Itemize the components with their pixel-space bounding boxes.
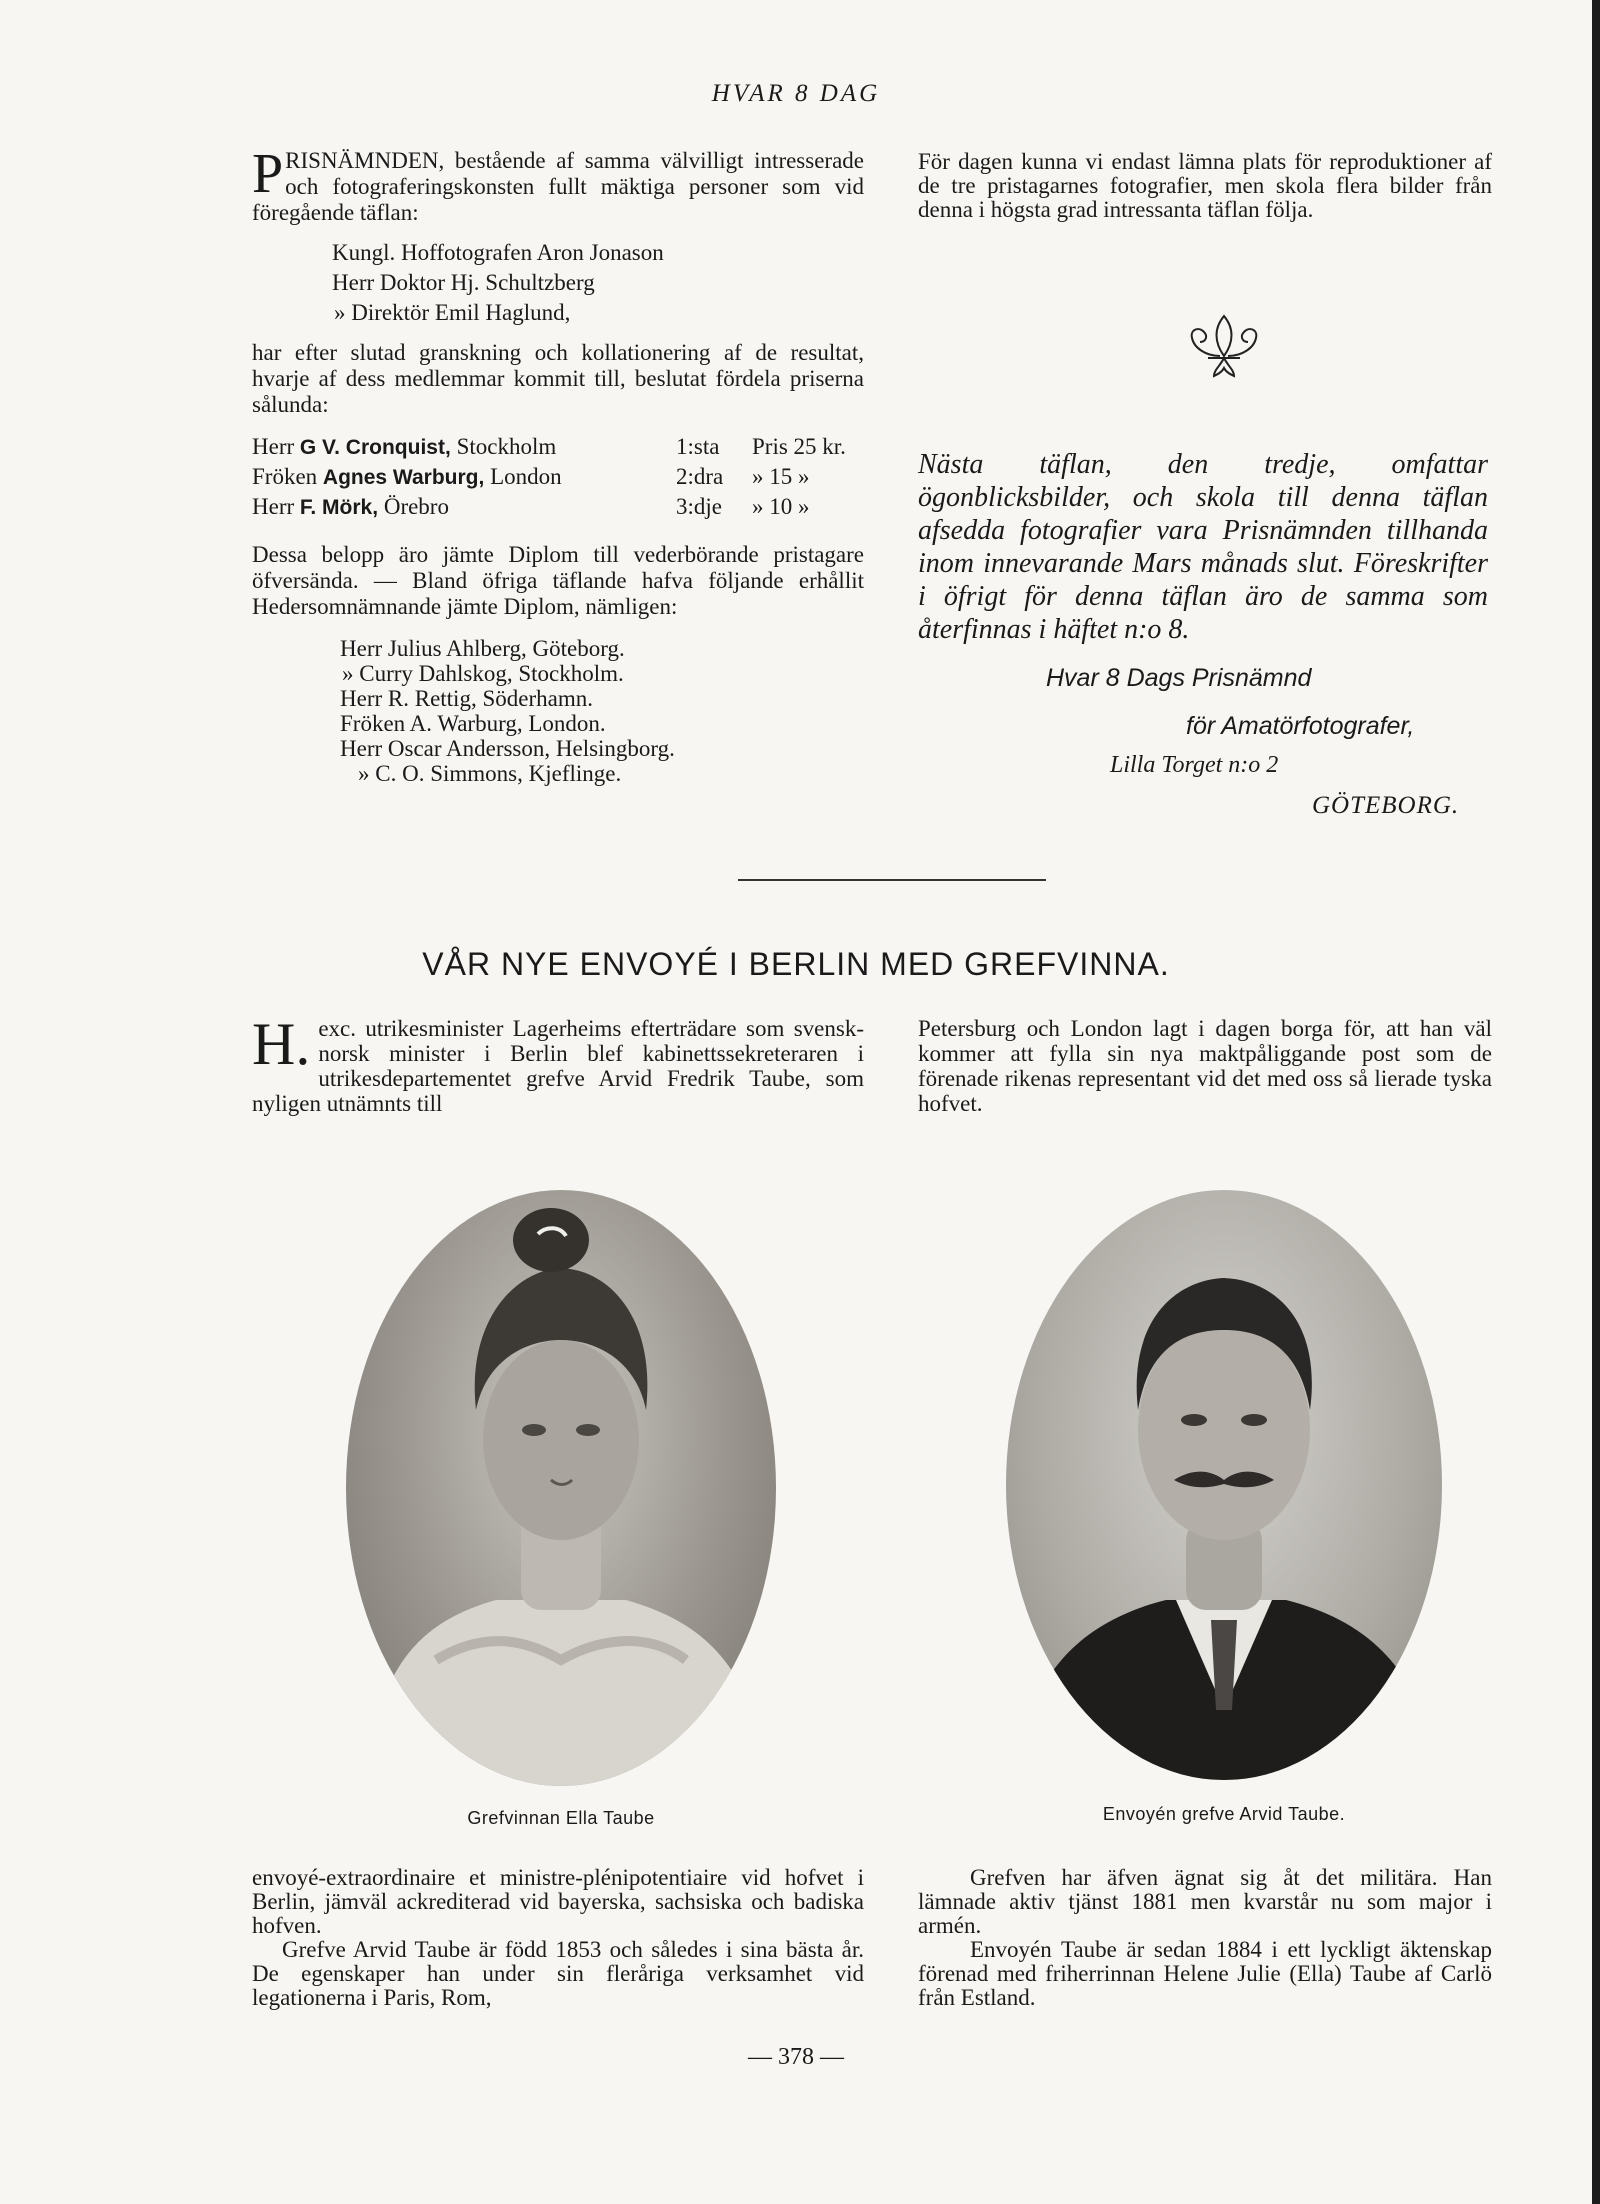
- article-paragraph: Grefve Arvid Taube är född 1853 och således i sina bästa år. De egenskaper han under sin fleråriga verksamhet vid legationerna i Paris, Rom,: [252, 1937, 864, 2010]
- man-portrait-illustration: [1006, 1190, 1442, 1780]
- honorable-item: » C. O. Simmons, Kjeflinge.: [358, 761, 622, 786]
- article-intro-left: [252, 1011, 864, 1116]
- article-bottom-right: [918, 1866, 1492, 2010]
- running-header: HVAR 8 DAG: [711, 80, 881, 107]
- article-intro-text: exc. utrikesminister Lagerheims efterträdare som svensk-norsk minister i Berlin blef kabinettssekreteraren i utrikesdepartementet grefve Arvid Fredrik Taube, som nyligen utnämnts till: [252, 1016, 864, 1116]
- winner-name: Agnes Warburg,: [322, 466, 485, 489]
- jury-member: Kungl. Hoffotografen Aron Jonason: [332, 240, 664, 265]
- winner-row: Herr G V. Cronquist, Stockholm 1:sta Pris 25 kr.: [252, 432, 864, 462]
- section-divider: [738, 879, 1046, 881]
- jury-intro-text: RISNÄMNDEN, bestående af samma välvilligt intresserade och fotograferingskonsten fullt mäktiga personer som vid föregående täflan:: [252, 148, 864, 225]
- honorable-item: Herr R. Rettig, Söderhamn.: [340, 686, 593, 711]
- winner-rank: 2:dra: [676, 464, 724, 489]
- winner-name: F. Mörk,: [299, 496, 379, 519]
- honorable-item: Herr Julius Ahlberg, Göteborg.: [340, 636, 625, 661]
- winner-row: Herr F. Mörk, Örebro 3:dje » 10 »: [252, 492, 864, 522]
- jury-member: » Direktör Emil Haglund,: [334, 300, 571, 325]
- honorable-mentions: [252, 636, 864, 786]
- page-number: — 378 —: [748, 2044, 844, 2070]
- winner-rank: 1:sta: [676, 434, 720, 459]
- jury-member: Herr Doktor Hj. Schultzberg: [332, 270, 595, 295]
- article-paragraph: Envoyén Taube är sedan 1884 i ett lyckligt äktenskap förenad med friherrinnan Helene Julie (Ella) Taube af Carlö från Estland.: [918, 1937, 1492, 2010]
- jury-column: [252, 143, 864, 786]
- drop-cap: P: [252, 143, 284, 205]
- portrait-envoy-arvid-taube: [1006, 1190, 1442, 1780]
- article-paragraph: Grefven har äfven ägnat sig åt det militära. Han lämnade aktiv tjänst 1881 men kvarstår nu som major i armén.: [918, 1865, 1492, 1938]
- portrait-countess-ella-taube: [346, 1190, 776, 1786]
- caption-envoy: Envoyén grefve Arvid Taube.: [1102, 1804, 1346, 1824]
- winner-row: Fröken Agnes Warburg, London 2:dra » 15 »: [252, 462, 864, 492]
- signature-line-2: för Amatörfotografer,: [1186, 712, 1415, 740]
- fleur-de-lis-ornament: [1184, 312, 1264, 388]
- notice-intro: För dagen kunna vi endast lämna plats för reproduktioner af de tre pristagarnes fotografier, men skola flera bilder från denna i högsta grad intressanta täflan följa.: [918, 149, 1492, 222]
- winner-rank: 3:dje: [676, 494, 722, 519]
- article-bottom-left: [252, 1866, 864, 2010]
- honorable-item: Fröken A. Warburg, London.: [340, 711, 606, 736]
- article-title: VÅR NYE ENVOYÉ I BERLIN MED GREFVINNA.: [422, 946, 1170, 982]
- article-paragraph: envoyé-extraordinaire et ministre-plénipotentiaire vid hofvet i Berlin, jämväl ackrediterad vid bayerska, sachsiska och badiska hofven.: [252, 1865, 864, 1938]
- winners-list: [252, 432, 864, 522]
- winner-amount: » 10 »: [752, 494, 810, 519]
- signature-city: GÖTEBORG.: [1312, 792, 1460, 819]
- jury-intro: [252, 143, 864, 226]
- woman-portrait-illustration: [346, 1190, 776, 1786]
- winner-amount: Pris 25 kr.: [752, 434, 846, 459]
- next-contest-notice: Nästa täflan, den tredje, omfattar ögonblicksbilder, och skola till denna täflan afsedda fotografier vara Prisnämnden tillhanda inom innevarande Mars månads slut. Föreskrifter i öfrigt för denna täflan äro de samma som återfinnas i häftet n:o 8.: [918, 449, 1488, 645]
- diploma-text: Dessa belopp äro jämte Diplom till vederbörande pristagare öfversända. — Bland öfriga täflande hafva följande erhållit Hedersomnämnande jämte Diplom, nämligen:: [252, 542, 864, 619]
- honorable-item: » Curry Dahlskog, Stockholm.: [342, 661, 624, 686]
- honorable-item: Herr Oscar Andersson, Helsingborg.: [340, 736, 675, 761]
- winner-name: G V. Cronquist,: [299, 436, 451, 459]
- signature-line-1: Hvar 8 Dags Prisnämnd: [1046, 664, 1312, 692]
- jury-members: [252, 238, 864, 328]
- signature-address: Lilla Torget n:o 2: [1110, 752, 1279, 778]
- jury-decision: har efter slutad granskning och kollationering af de resultat, hvarje af dess medlemmar kommit till, beslutat fördela priserna sålunda:: [252, 340, 864, 417]
- drop-cap: H.: [252, 1011, 311, 1077]
- article-intro-right: Petersburg och London lagt i dagen borga för, att han väl kommer att fylla sin nya maktpåliggande post som de förenade rikenas representant vid det med oss så lierade tyska hofvet.: [918, 1016, 1492, 1116]
- caption-countess: Grefvinnan Ella Taube: [467, 1808, 655, 1828]
- winner-amount: » 15 »: [752, 464, 810, 489]
